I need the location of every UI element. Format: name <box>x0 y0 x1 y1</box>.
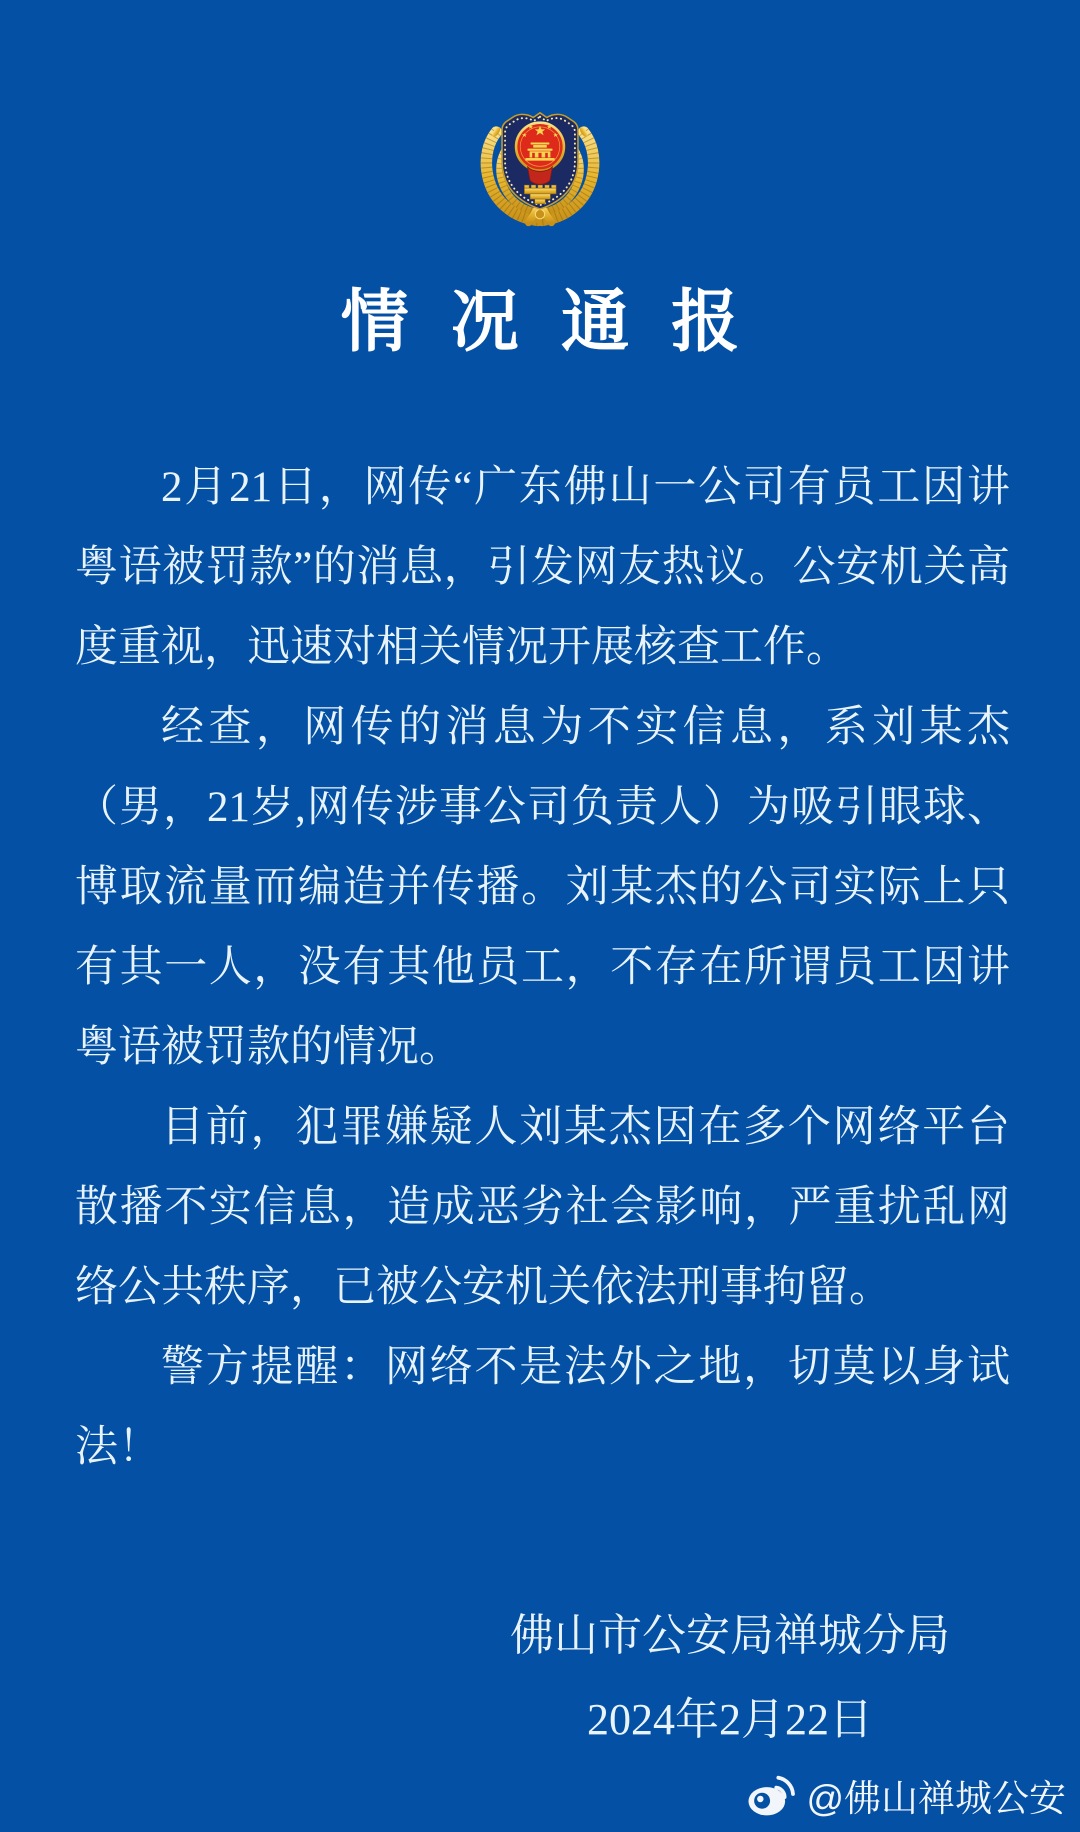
national-emblem <box>516 123 564 171</box>
notice-body <box>75 448 1010 1488</box>
police-badge-icon <box>462 84 618 230</box>
weibo-handle: @佛山禅城公安 <box>806 1778 1066 1819</box>
paragraph-3: 目前，犯罪嫌疑人刘某杰因在多个网络平台散播不实信息，造成恶劣社会影响，严重扰乱网络公共秩序，已被公安机关依法刑事拘留。 <box>75 1104 1010 1311</box>
issuing-agency: 佛山市公安局禅城分局 <box>510 1611 950 1660</box>
page-title: 情况通报 <box>340 284 782 360</box>
paragraph-2: 经查，网传的消息为不实信息，系刘某杰（男，21岁,网传涉事公司负责人）为吸引眼球、博取流量而编造并传播。刘某杰的公司实际上只有其一人，没有其他员工，不存在所谓员工因讲粤语被罚款的情况。 <box>75 704 1010 1071</box>
notice-date: 2024年2月22日 <box>587 1695 873 1744</box>
paragraph-4: 警方提醒：网络不是法外之地，切莫以身试法！ <box>75 1344 1010 1471</box>
weibo-icon <box>746 1773 796 1817</box>
paragraph-1: 2月21日，网传“广东佛山一公司有员工因讲粤语被罚款”的消息，引发网友热议。公安机关高度重视，迅速对相关情况开展核查工作。 <box>75 464 1010 671</box>
weibo-watermark <box>746 1768 1066 1822</box>
emblem-container <box>0 0 1080 230</box>
signature-block <box>510 1594 950 1762</box>
